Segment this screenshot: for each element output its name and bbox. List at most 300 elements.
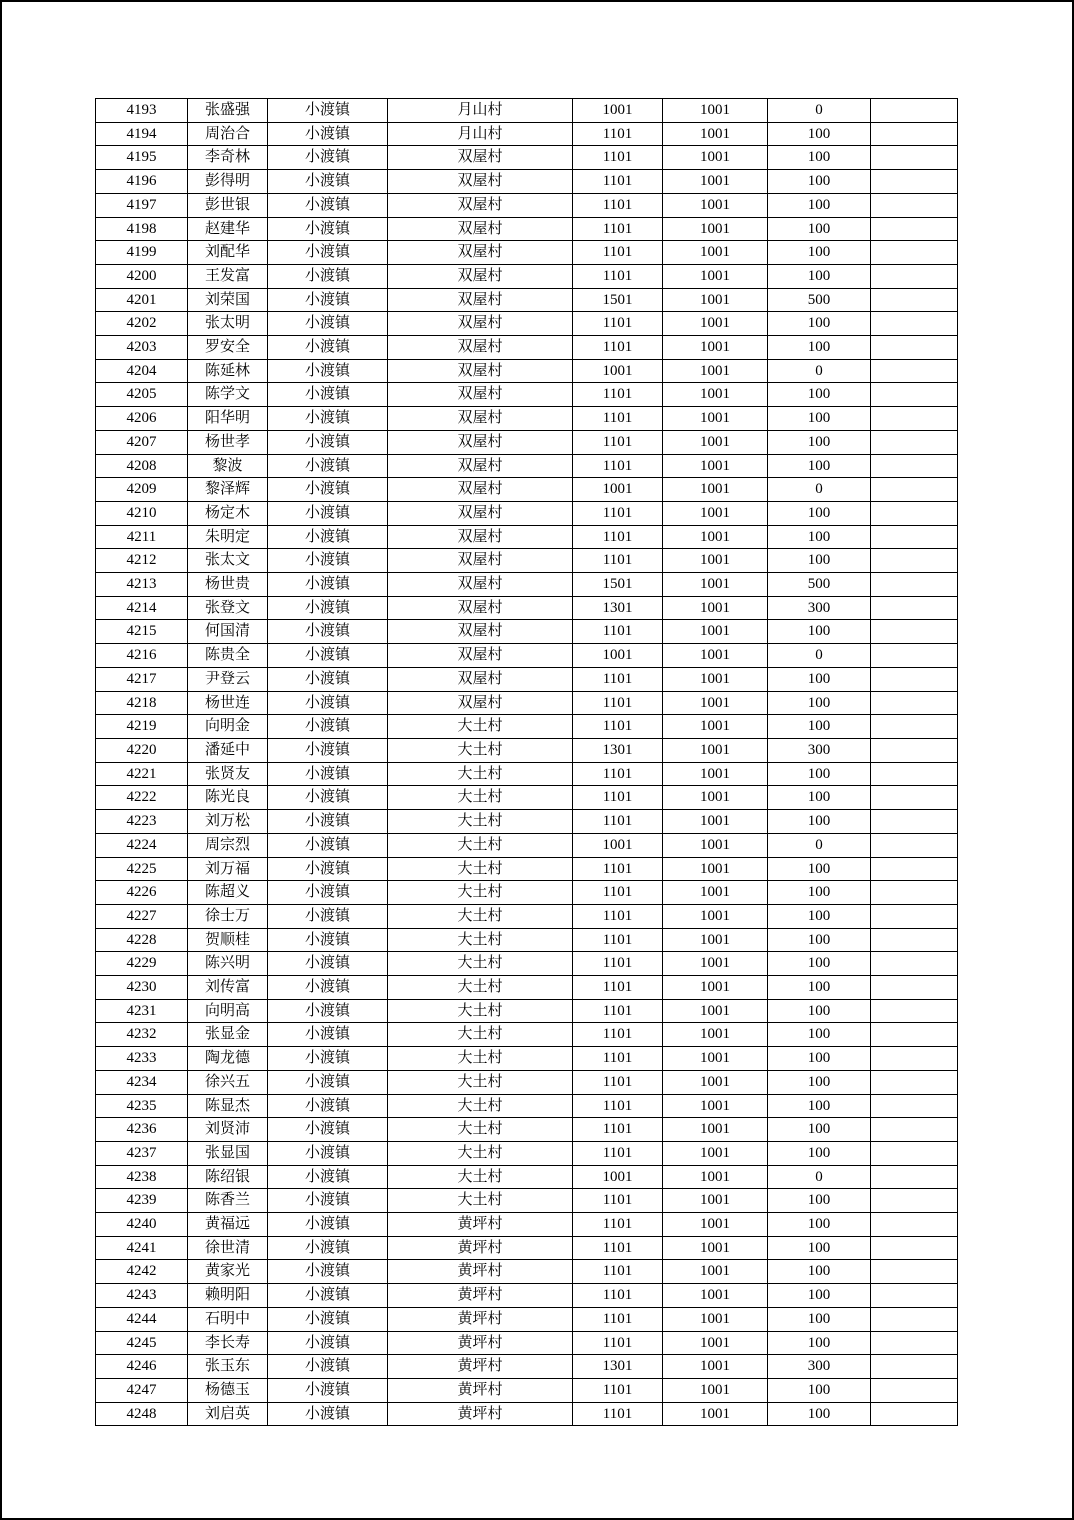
cell-town: 小渡镇 [268,217,388,241]
cell-town: 小渡镇 [268,857,388,881]
cell-increase: 100 [768,1141,871,1165]
table-row [96,786,958,810]
cell-increase: 100 [768,336,871,360]
table-row [96,1213,958,1237]
table-row [96,1260,958,1284]
cell-village: 大土村 [388,1023,573,1047]
cell-base: 1001 [663,1355,768,1379]
cell-town: 小渡镇 [268,1378,388,1402]
table-row [96,644,958,668]
cell-serial: 4225 [96,857,188,881]
cell-increase: 100 [768,170,871,194]
cell-serial: 4222 [96,786,188,810]
cell-base: 1001 [663,976,768,1000]
table-row [96,833,958,857]
cell-town: 小渡镇 [268,193,388,217]
cell-village: 双屋村 [388,359,573,383]
cell-standard: 1001 [573,359,663,383]
cell-standard: 1101 [573,122,663,146]
cell-base: 1001 [663,99,768,123]
cell-name: 刘启英 [188,1402,268,1426]
cell-standard: 1101 [573,928,663,952]
cell-name: 尹登云 [188,667,268,691]
cell-standard: 1101 [573,193,663,217]
cell-standard: 1101 [573,881,663,905]
cell-standard: 1001 [573,478,663,502]
table-row [96,122,958,146]
cell-village: 双屋村 [388,383,573,407]
cell-name: 张太文 [188,549,268,573]
table-row [96,501,958,525]
table-row [96,715,958,739]
cell-village: 黄坪村 [388,1378,573,1402]
cell-village: 大土村 [388,928,573,952]
cell-name: 陈显杰 [188,1094,268,1118]
cell-town: 小渡镇 [268,1236,388,1260]
cell-standard: 1001 [573,833,663,857]
cell-standard: 1101 [573,1284,663,1308]
cell-town: 小渡镇 [268,1118,388,1142]
cell-note [871,786,958,810]
cell-standard: 1101 [573,1070,663,1094]
cell-increase: 300 [768,596,871,620]
cell-serial: 4238 [96,1165,188,1189]
cell-name: 罗安全 [188,336,268,360]
cell-name: 杨德玉 [188,1378,268,1402]
cell-increase: 100 [768,312,871,336]
table-row [96,904,958,928]
table-row [96,407,958,431]
cell-serial: 4217 [96,667,188,691]
cell-village: 大土村 [388,1118,573,1142]
table-row [96,146,958,170]
cell-serial: 4197 [96,193,188,217]
cell-standard: 1501 [573,573,663,597]
cell-serial: 4211 [96,525,188,549]
cell-note [871,264,958,288]
cell-serial: 4213 [96,573,188,597]
cell-serial: 4246 [96,1355,188,1379]
cell-serial: 4193 [96,99,188,123]
cell-base: 1001 [663,1070,768,1094]
cell-town: 小渡镇 [268,1047,388,1071]
cell-town: 小渡镇 [268,336,388,360]
table-row [96,1307,958,1331]
cell-standard: 1101 [573,857,663,881]
table-row [96,312,958,336]
cell-village: 大土村 [388,881,573,905]
cell-base: 1001 [663,217,768,241]
table-row [96,762,958,786]
cell-village: 双屋村 [388,193,573,217]
cell-town: 小渡镇 [268,952,388,976]
cell-base: 1001 [663,1047,768,1071]
cell-town: 小渡镇 [268,1284,388,1308]
cell-name: 贺顺桂 [188,928,268,952]
cell-town: 小渡镇 [268,264,388,288]
cell-base: 1001 [663,312,768,336]
cell-note [871,359,958,383]
cell-standard: 1101 [573,146,663,170]
table-row [96,1378,958,1402]
cell-note [871,407,958,431]
cell-base: 1001 [663,1189,768,1213]
cell-village: 大土村 [388,1094,573,1118]
table-row [96,999,958,1023]
cell-base: 1001 [663,1260,768,1284]
cell-town: 小渡镇 [268,383,388,407]
cell-serial: 4236 [96,1118,188,1142]
cell-increase: 100 [768,881,871,905]
cell-name: 张显国 [188,1141,268,1165]
cell-serial: 4234 [96,1070,188,1094]
cell-standard: 1101 [573,1023,663,1047]
cell-name: 彭得明 [188,170,268,194]
cell-town: 小渡镇 [268,146,388,170]
cell-town: 小渡镇 [268,99,388,123]
cell-increase: 0 [768,833,871,857]
cell-village: 黄坪村 [388,1213,573,1237]
cell-increase: 100 [768,1331,871,1355]
cell-note [871,501,958,525]
cell-village: 双屋村 [388,170,573,194]
cell-name: 杨世连 [188,691,268,715]
cell-note [871,952,958,976]
cell-standard: 1101 [573,1307,663,1331]
cell-name: 周治合 [188,122,268,146]
cell-note [871,810,958,834]
cell-note [871,644,958,668]
table-row [96,454,958,478]
table-row [96,738,958,762]
cell-note [871,857,958,881]
cell-note [871,1189,958,1213]
cell-increase: 100 [768,383,871,407]
cell-base: 1001 [663,407,768,431]
cell-serial: 4212 [96,549,188,573]
cell-increase: 100 [768,715,871,739]
cell-name: 张登文 [188,596,268,620]
cell-name: 陈绍银 [188,1165,268,1189]
cell-note [871,1260,958,1284]
cell-serial: 4232 [96,1023,188,1047]
cell-name: 徐兴五 [188,1070,268,1094]
cell-town: 小渡镇 [268,928,388,952]
cell-serial: 4215 [96,620,188,644]
cell-base: 1001 [663,928,768,952]
cell-village: 黄坪村 [388,1260,573,1284]
cell-serial: 4237 [96,1141,188,1165]
cell-increase: 100 [768,241,871,265]
cell-increase: 100 [768,454,871,478]
cell-increase: 100 [768,1070,871,1094]
cell-note [871,904,958,928]
cell-note [871,430,958,454]
cell-increase: 0 [768,1165,871,1189]
cell-base: 1001 [663,525,768,549]
table-row [96,359,958,383]
cell-note [871,1023,958,1047]
cell-village: 大土村 [388,738,573,762]
table-row [96,952,958,976]
cell-village: 月山村 [388,122,573,146]
cell-village: 双屋村 [388,478,573,502]
cell-increase: 100 [768,762,871,786]
cell-town: 小渡镇 [268,786,388,810]
cell-standard: 1101 [573,1331,663,1355]
table-row [96,691,958,715]
cell-village: 黄坪村 [388,1307,573,1331]
table-row [96,336,958,360]
cell-increase: 100 [768,1047,871,1071]
cell-village: 大土村 [388,786,573,810]
cell-town: 小渡镇 [268,1094,388,1118]
cell-name: 杨世孝 [188,430,268,454]
cell-standard: 1101 [573,1402,663,1426]
table-row [96,1331,958,1355]
cell-increase: 100 [768,407,871,431]
cell-serial: 4221 [96,762,188,786]
cell-name: 刘万松 [188,810,268,834]
cell-serial: 4219 [96,715,188,739]
table-row [96,1402,958,1426]
cell-increase: 500 [768,288,871,312]
table-row [96,1023,958,1047]
cell-note [871,833,958,857]
cell-standard: 1101 [573,1094,663,1118]
cell-note [871,146,958,170]
cell-base: 1001 [663,952,768,976]
cell-base: 1001 [663,1141,768,1165]
cell-serial: 4245 [96,1331,188,1355]
cell-increase: 100 [768,1402,871,1426]
cell-note [871,1307,958,1331]
cell-serial: 4228 [96,928,188,952]
cell-serial: 4207 [96,430,188,454]
cell-base: 1001 [663,359,768,383]
table-row [96,1047,958,1071]
cell-base: 1001 [663,999,768,1023]
cell-base: 1001 [663,1331,768,1355]
cell-town: 小渡镇 [268,549,388,573]
cell-increase: 100 [768,1023,871,1047]
cell-serial: 4235 [96,1094,188,1118]
cell-base: 1001 [663,383,768,407]
cell-name: 朱明定 [188,525,268,549]
cell-standard: 1101 [573,383,663,407]
table-row [96,976,958,1000]
table-row [96,928,958,952]
cell-name: 徐士万 [188,904,268,928]
cell-town: 小渡镇 [268,1307,388,1331]
cell-note [871,1355,958,1379]
cell-note [871,549,958,573]
cell-increase: 100 [768,1284,871,1308]
cell-village: 大土村 [388,810,573,834]
cell-town: 小渡镇 [268,976,388,1000]
cell-increase: 300 [768,1355,871,1379]
cell-standard: 1101 [573,786,663,810]
cell-serial: 4243 [96,1284,188,1308]
cell-village: 大土村 [388,857,573,881]
cell-town: 小渡镇 [268,691,388,715]
cell-serial: 4223 [96,810,188,834]
cell-serial: 4218 [96,691,188,715]
cell-note [871,122,958,146]
cell-note [871,1047,958,1071]
cell-note [871,762,958,786]
cell-name: 黄家光 [188,1260,268,1284]
cell-village: 双屋村 [388,667,573,691]
cell-serial: 4227 [96,904,188,928]
cell-increase: 100 [768,549,871,573]
cell-name: 何国清 [188,620,268,644]
cell-standard: 1101 [573,241,663,265]
cell-standard: 1101 [573,976,663,1000]
table-row [96,1118,958,1142]
cell-note [871,99,958,123]
cell-town: 小渡镇 [268,478,388,502]
cell-base: 1001 [663,454,768,478]
cell-town: 小渡镇 [268,833,388,857]
cell-base: 1001 [663,1284,768,1308]
cell-serial: 4240 [96,1213,188,1237]
cell-standard: 1101 [573,1118,663,1142]
cell-name: 徐世清 [188,1236,268,1260]
cell-note [871,1284,958,1308]
cell-base: 1001 [663,549,768,573]
cell-note [871,336,958,360]
cell-note [871,667,958,691]
cell-name: 陈贵全 [188,644,268,668]
table-row [96,478,958,502]
cell-increase: 100 [768,1307,871,1331]
cell-increase: 300 [768,738,871,762]
cell-increase: 100 [768,1189,871,1213]
cell-standard: 1101 [573,312,663,336]
cell-base: 1001 [663,501,768,525]
cell-town: 小渡镇 [268,1070,388,1094]
cell-serial: 4242 [96,1260,188,1284]
cell-serial: 4231 [96,999,188,1023]
cell-standard: 1101 [573,454,663,478]
cell-village: 黄坪村 [388,1284,573,1308]
cell-base: 1001 [663,264,768,288]
cell-village: 大土村 [388,1141,573,1165]
cell-increase: 100 [768,430,871,454]
cell-increase: 100 [768,952,871,976]
cell-name: 张贤友 [188,762,268,786]
cell-base: 1001 [663,881,768,905]
cell-name: 彭世银 [188,193,268,217]
table-row [96,573,958,597]
table-row [96,1165,958,1189]
cell-standard: 1101 [573,810,663,834]
cell-serial: 4226 [96,881,188,905]
cell-village: 双屋村 [388,217,573,241]
cell-base: 1001 [663,786,768,810]
cell-standard: 1001 [573,1165,663,1189]
cell-town: 小渡镇 [268,1213,388,1237]
cell-village: 大土村 [388,1047,573,1071]
table-row [96,525,958,549]
cell-standard: 1101 [573,264,663,288]
cell-standard: 1101 [573,715,663,739]
cell-town: 小渡镇 [268,620,388,644]
cell-note [871,738,958,762]
cell-village: 大土村 [388,715,573,739]
cell-standard: 1101 [573,1141,663,1165]
cell-name: 刘传富 [188,976,268,1000]
table-row [96,99,958,123]
cell-name: 陈延林 [188,359,268,383]
cell-standard: 1101 [573,1236,663,1260]
cell-note [871,1236,958,1260]
cell-town: 小渡镇 [268,762,388,786]
cell-name: 张玉东 [188,1355,268,1379]
cell-name: 陈香兰 [188,1189,268,1213]
cell-note [871,1118,958,1142]
cell-base: 1001 [663,738,768,762]
cell-increase: 100 [768,620,871,644]
cell-village: 黄坪村 [388,1236,573,1260]
cell-base: 1001 [663,833,768,857]
cell-town: 小渡镇 [268,288,388,312]
cell-base: 1001 [663,1213,768,1237]
table-row [96,217,958,241]
cell-note [871,620,958,644]
cell-serial: 4244 [96,1307,188,1331]
cell-standard: 1101 [573,525,663,549]
cell-name: 李奇林 [188,146,268,170]
cell-increase: 0 [768,478,871,502]
cell-base: 1001 [663,620,768,644]
cell-standard: 1101 [573,336,663,360]
cell-standard: 1101 [573,501,663,525]
cell-serial: 4204 [96,359,188,383]
cell-serial: 4248 [96,1402,188,1426]
cell-name: 黎泽辉 [188,478,268,502]
cell-name: 阳华明 [188,407,268,431]
cell-increase: 100 [768,999,871,1023]
cell-village: 大土村 [388,762,573,786]
cell-serial: 4216 [96,644,188,668]
table-row [96,596,958,620]
cell-town: 小渡镇 [268,525,388,549]
cell-name: 刘配华 [188,241,268,265]
cell-increase: 100 [768,1094,871,1118]
cell-increase: 100 [768,264,871,288]
cell-village: 双屋村 [388,312,573,336]
cell-increase: 0 [768,99,871,123]
cell-increase: 100 [768,501,871,525]
cell-increase: 100 [768,786,871,810]
cell-town: 小渡镇 [268,881,388,905]
cell-name: 刘荣国 [188,288,268,312]
cell-base: 1001 [663,122,768,146]
cell-standard: 1101 [573,217,663,241]
table-row [96,1141,958,1165]
cell-town: 小渡镇 [268,312,388,336]
cell-base: 1001 [663,715,768,739]
cell-base: 1001 [663,1023,768,1047]
table-row [96,1284,958,1308]
cell-note [871,454,958,478]
cell-serial: 4202 [96,312,188,336]
cell-town: 小渡镇 [268,1189,388,1213]
cell-serial: 4194 [96,122,188,146]
cell-note [871,1402,958,1426]
